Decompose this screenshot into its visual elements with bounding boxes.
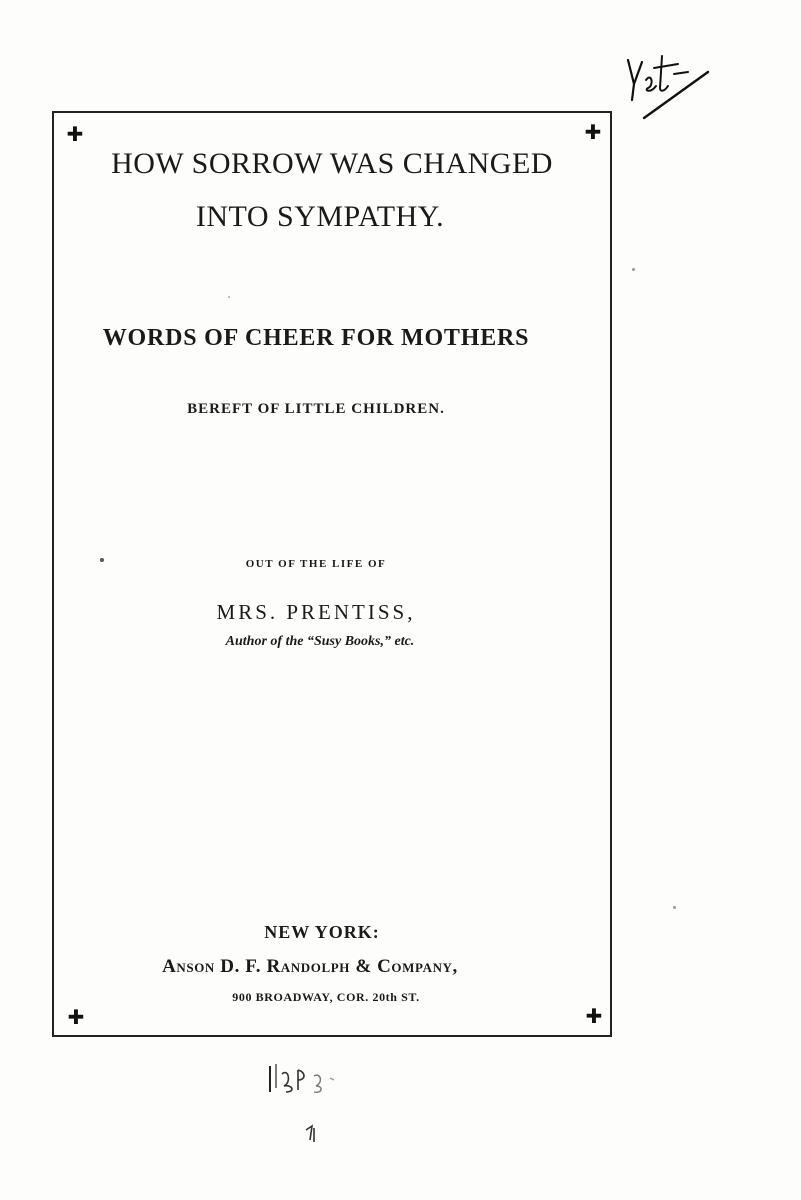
attribution-intro: OUT OF THE LIFE OF bbox=[245, 558, 387, 570]
author-credit: Author of the “Susy Books,” etc. bbox=[225, 634, 415, 649]
paper-speck bbox=[673, 906, 676, 909]
imprint-place: NEW YORK: bbox=[264, 922, 380, 942]
cross-ornament-icon: ✚ bbox=[66, 122, 84, 146]
cross-ornament-icon: ✚ bbox=[67, 1005, 85, 1029]
paper-speck bbox=[632, 268, 635, 271]
subtitle-line-2: BEREFT OF LITTLE CHILDREN. bbox=[187, 401, 445, 417]
library-shelfmark-stamp bbox=[262, 1058, 352, 1153]
paper-speck bbox=[228, 296, 230, 298]
title-line-2: INTO SYMPATHY. bbox=[195, 200, 445, 233]
author-name: MRS. PRENTISS, bbox=[216, 600, 416, 624]
cross-ornament-icon: ✚ bbox=[584, 120, 602, 144]
subtitle-line-1: WORDS OF CHEER FOR MOTHERS bbox=[102, 325, 530, 351]
imprint-address: 900 BROADWAY, COR. 20th ST. bbox=[232, 990, 420, 1004]
title-line-1: HOW SORROW WAS CHANGED bbox=[111, 147, 553, 180]
cross-ornament-icon: ✚ bbox=[585, 1004, 603, 1028]
handwritten-annotation bbox=[624, 42, 714, 122]
imprint-publisher: Anson D. F. Randolph & Company, bbox=[162, 956, 458, 977]
page-border bbox=[52, 111, 612, 1037]
paper-speck bbox=[100, 558, 104, 562]
